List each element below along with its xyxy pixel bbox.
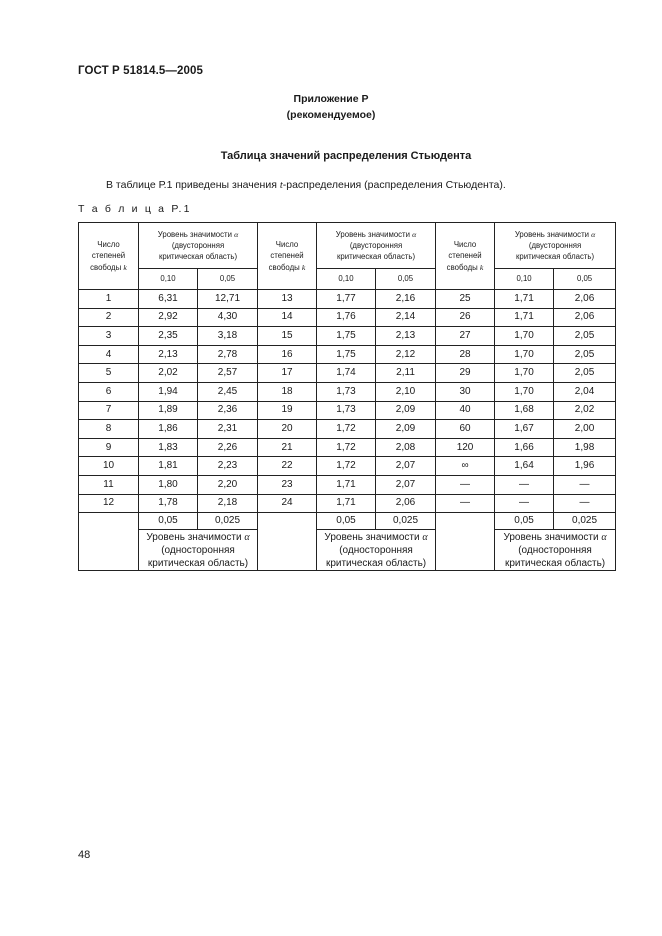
- table-cell: 2,18: [198, 494, 258, 513]
- df-header-line: свободы: [446, 262, 478, 272]
- table-row: [79, 290, 616, 309]
- one-sided-level-value: 0,025: [198, 513, 258, 530]
- df-symbol: k: [479, 262, 484, 272]
- df-header-line: Число: [275, 240, 299, 250]
- footer-level-line: критическая область): [325, 557, 427, 569]
- two-sided-level-value: 0,10: [495, 269, 554, 290]
- table-cell: 2,05: [554, 364, 616, 383]
- df-symbol: k: [301, 262, 306, 272]
- footer-level-line: (односторонняя: [339, 544, 413, 556]
- table-cell: 1,71: [317, 475, 376, 494]
- df-symbol: k: [123, 262, 127, 272]
- table-cell: 2,04: [554, 382, 616, 401]
- table-cell: 9: [79, 438, 139, 457]
- level-header-line: (двусторонняя: [349, 240, 403, 250]
- two-sided-level-value: 0,05: [198, 269, 258, 290]
- table-cell: —: [495, 475, 554, 494]
- alpha-symbol: α: [412, 229, 417, 239]
- table-cell: 1,71: [495, 290, 554, 309]
- table-cell: 2,00: [554, 420, 616, 439]
- table-cell: 12,71: [198, 290, 258, 309]
- df-header-line: степеней: [91, 251, 126, 261]
- footer-level-line: Уровень значимости: [146, 531, 242, 543]
- table-cell: 4: [79, 345, 139, 364]
- table-cell: 120: [436, 438, 495, 457]
- level-header-line: критическая область): [336, 252, 416, 262]
- table-cell: 30: [436, 382, 495, 401]
- table-cell: 19: [258, 401, 317, 420]
- one-sided-level-value: 0,05: [495, 513, 554, 530]
- table-cell: 4,30: [198, 308, 258, 327]
- table-row: [79, 308, 616, 327]
- table-cell: —: [554, 494, 616, 513]
- alpha-symbol: α: [234, 229, 239, 239]
- table-cell: 6: [79, 382, 139, 401]
- table-cell: 15: [258, 327, 317, 346]
- header-degrees-of-freedom: [79, 223, 139, 290]
- footer-level-line: (односторонняя: [518, 544, 592, 556]
- alpha-symbol: α: [591, 229, 596, 239]
- table-cell: ∞: [436, 457, 495, 476]
- table-cell: 2,14: [376, 308, 436, 327]
- table-cell: 1,98: [554, 438, 616, 457]
- table-row: [79, 382, 616, 401]
- table-cell: 14: [258, 308, 317, 327]
- table-cell: 2,07: [376, 475, 436, 494]
- df-header-line: Число: [453, 240, 477, 250]
- table-cell: 1,67: [495, 420, 554, 439]
- table-cell: 2,57: [198, 364, 258, 383]
- table-cell: 21: [258, 438, 317, 457]
- header-degrees-of-freedom: [258, 223, 317, 290]
- table-cell: 60: [436, 420, 495, 439]
- table-cell: 1,75: [317, 345, 376, 364]
- table-cell: 16: [258, 345, 317, 364]
- two-sided-level-value: 0,10: [139, 269, 198, 290]
- table-cell: 2,31: [198, 420, 258, 439]
- table-cell: 2,06: [554, 308, 616, 327]
- table-cell: —: [554, 475, 616, 494]
- table-cell: 2,02: [554, 401, 616, 420]
- table-row: [79, 438, 616, 457]
- table-cell: —: [436, 494, 495, 513]
- footer-one-sided-level-label: [317, 530, 436, 571]
- level-header-line: критическая область): [158, 252, 238, 262]
- table-cell: 2,08: [376, 438, 436, 457]
- alpha-symbol: α: [244, 531, 250, 543]
- table-cell: 25: [436, 290, 495, 309]
- table-row: [79, 345, 616, 364]
- table-cell: 1,72: [317, 457, 376, 476]
- footer-one-sided-level-label: [495, 530, 616, 571]
- table-cell: 22: [258, 457, 317, 476]
- page-number: 48: [78, 849, 91, 861]
- table-cell: 1,71: [495, 308, 554, 327]
- table-cell: 1,70: [495, 345, 554, 364]
- footer-level-line: Уровень значимости: [324, 531, 420, 543]
- table-cell: 2,05: [554, 327, 616, 346]
- table-header-row: [79, 223, 616, 269]
- table-cell: 6,31: [139, 290, 198, 309]
- table-footer-label-row: [79, 530, 616, 571]
- table-cell: 2,12: [376, 345, 436, 364]
- header-two-sided-level: [317, 223, 436, 269]
- table-cell: 1,74: [317, 364, 376, 383]
- table-cell: 1,68: [495, 401, 554, 420]
- df-header-line: свободы: [268, 262, 300, 272]
- alpha-symbol: α: [601, 531, 607, 543]
- alpha-symbol: α: [422, 531, 428, 543]
- intro-text-after: -распределения (распределения Стьюдента).: [282, 179, 506, 191]
- intro-text-before: В таблице Р.1 приведены значения: [106, 179, 280, 191]
- table-cell: 1,71: [317, 494, 376, 513]
- two-sided-level-value: 0,05: [376, 269, 436, 290]
- table-cell: 2,09: [376, 401, 436, 420]
- level-header-line: Уровень значимости: [157, 229, 232, 239]
- footer-level-line: (односторонняя: [161, 544, 235, 556]
- table-row: [79, 401, 616, 420]
- table-cell: 8: [79, 420, 139, 439]
- two-sided-level-value: 0,05: [554, 269, 616, 290]
- table-cell: 1,76: [317, 308, 376, 327]
- table-cell: 20: [258, 420, 317, 439]
- table-row: [79, 420, 616, 439]
- level-header-line: (двусторонняя: [528, 240, 582, 250]
- table-row: [79, 494, 616, 513]
- table-cell: 2,06: [554, 290, 616, 309]
- table-cell: 2,92: [139, 308, 198, 327]
- table-cell: 1,81: [139, 457, 198, 476]
- table-cell: 1,64: [495, 457, 554, 476]
- table-cell: 10: [79, 457, 139, 476]
- table-cell: 27: [436, 327, 495, 346]
- table-cell: 2,26: [198, 438, 258, 457]
- table-cell: 24: [258, 494, 317, 513]
- table-cell: 1,77: [317, 290, 376, 309]
- table-row: [79, 457, 616, 476]
- footer-level-line: критическая область): [504, 557, 606, 569]
- table-cell: 2,45: [198, 382, 258, 401]
- table-cell: 1,83: [139, 438, 198, 457]
- df-header-line: Число: [97, 240, 120, 250]
- table-cell: 26: [436, 308, 495, 327]
- one-sided-level-value: 0,05: [317, 513, 376, 530]
- table-cell: —: [495, 494, 554, 513]
- table-cell: 2,78: [198, 345, 258, 364]
- table-cell: 2,13: [139, 345, 198, 364]
- table-cell: 29: [436, 364, 495, 383]
- two-sided-level-value: 0,10: [317, 269, 376, 290]
- table-cell: 2,35: [139, 327, 198, 346]
- table-cell: 1,70: [495, 327, 554, 346]
- df-header-line: степеней: [448, 251, 482, 261]
- table-cell: 2: [79, 308, 139, 327]
- appendix-status: (рекомендуемое): [286, 109, 376, 121]
- table-cell: 2,06: [376, 494, 436, 513]
- table-cell: 2,10: [376, 382, 436, 401]
- table-cell: 28: [436, 345, 495, 364]
- table-cell: 1,96: [554, 457, 616, 476]
- table-cell: 2,16: [376, 290, 436, 309]
- one-sided-level-value: 0,025: [376, 513, 436, 530]
- table-cell: 1,73: [317, 382, 376, 401]
- header-two-sided-level: [139, 223, 258, 269]
- one-sided-level-value: 0,025: [554, 513, 616, 530]
- table-cell: 1,89: [139, 401, 198, 420]
- intro-symbol: t: [279, 180, 283, 191]
- table-cell: 1,86: [139, 420, 198, 439]
- table-cell: 1,66: [495, 438, 554, 457]
- table-row: [79, 327, 616, 346]
- table-cell: 1,78: [139, 494, 198, 513]
- table-cell: 2,23: [198, 457, 258, 476]
- table-cell: 2,02: [139, 364, 198, 383]
- table-cell: 1: [79, 290, 139, 309]
- table-cell: 1,80: [139, 475, 198, 494]
- table-cell: 1,70: [495, 382, 554, 401]
- table-cell: 3,18: [198, 327, 258, 346]
- table-row: [79, 364, 616, 383]
- table-footer-levels-row: [79, 513, 616, 530]
- table-cell: 1,94: [139, 382, 198, 401]
- table-cell: 7: [79, 401, 139, 420]
- table-cell: 1,75: [317, 327, 376, 346]
- footer-level-line: критическая область): [147, 557, 249, 569]
- header-degrees-of-freedom: [436, 223, 495, 290]
- table-caption: Т а б л и ц а Р.1: [78, 203, 192, 215]
- table-subheader-row: [79, 269, 616, 290]
- table-cell: 12: [79, 494, 139, 513]
- footer-blank-cell: [79, 513, 139, 571]
- appendix-title: Приложение Р: [293, 93, 369, 105]
- table-cell: 13: [258, 290, 317, 309]
- table-cell: 23: [258, 475, 317, 494]
- section-title: Таблица значений распределения Стьюдента: [220, 150, 472, 162]
- table-cell: 2,13: [376, 327, 436, 346]
- table-row: [79, 475, 616, 494]
- table-cell: 3: [79, 327, 139, 346]
- footer-one-sided-level-label: [139, 530, 258, 571]
- level-header-line: критическая область): [515, 252, 595, 262]
- level-header-line: (двусторонняя: [171, 240, 225, 250]
- student-distribution-table: [78, 222, 616, 571]
- document-code: ГОСТ Р 51814.5—2005: [78, 65, 203, 77]
- table-cell: 17: [258, 364, 317, 383]
- footer-blank-cell: [436, 513, 495, 571]
- table-cell: 2,05: [554, 345, 616, 364]
- table-cell: 40: [436, 401, 495, 420]
- level-header-line: Уровень значимости: [335, 229, 410, 239]
- table-cell: 18: [258, 382, 317, 401]
- df-header-line: свободы: [90, 262, 122, 272]
- table-cell: 2,07: [376, 457, 436, 476]
- table-cell: 1,72: [317, 438, 376, 457]
- table-cell: 1,73: [317, 401, 376, 420]
- table-cell: —: [436, 475, 495, 494]
- intro-paragraph: [106, 179, 506, 191]
- table-cell: 1,72: [317, 420, 376, 439]
- footer-level-line: Уровень значимости: [503, 531, 599, 543]
- table-cell: 5: [79, 364, 139, 383]
- footer-blank-cell: [258, 513, 317, 571]
- one-sided-level-value: 0,05: [139, 513, 198, 530]
- table-cell: 1,70: [495, 364, 554, 383]
- table-cell: 2,11: [376, 364, 436, 383]
- table-cell: 2,20: [198, 475, 258, 494]
- table-cell: 2,36: [198, 401, 258, 420]
- level-header-line: Уровень значимости: [514, 229, 589, 239]
- table-cell: 2,09: [376, 420, 436, 439]
- df-header-line: степеней: [270, 251, 304, 261]
- table-cell: 11: [79, 475, 139, 494]
- header-two-sided-level: [495, 223, 616, 269]
